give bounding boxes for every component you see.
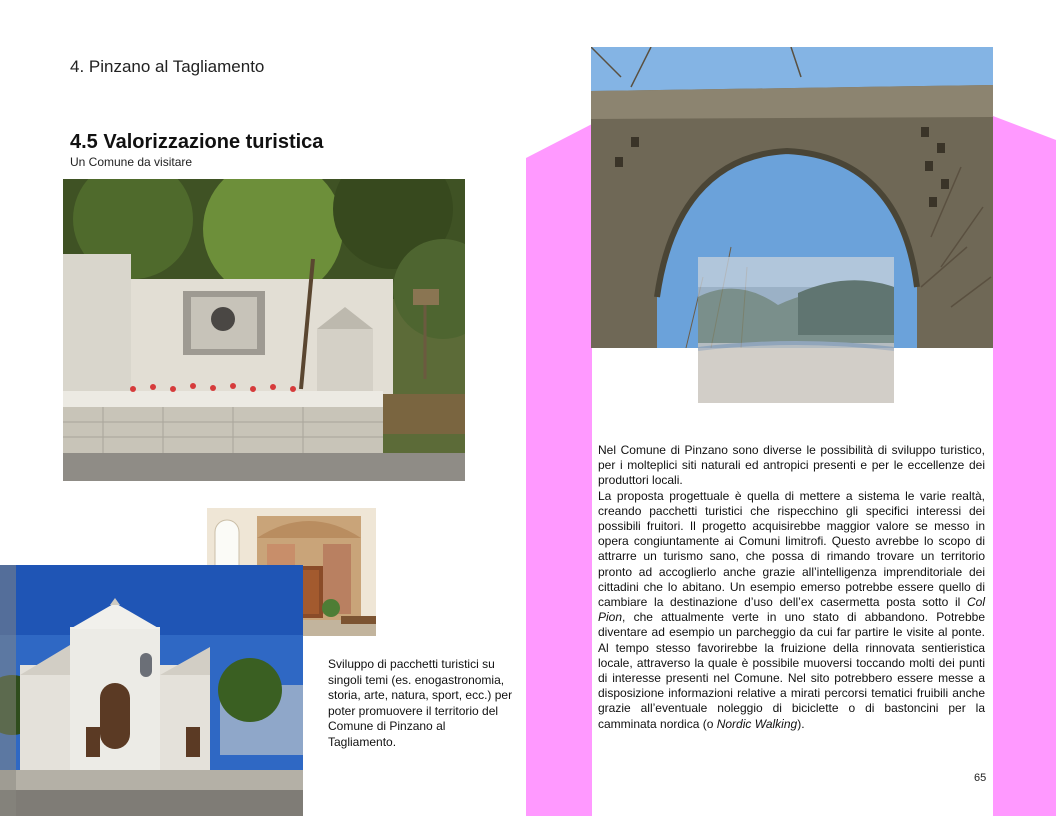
body-paragraph-2-part-b: , che attualmente verte in uno stato di abbandono. Potrebbe diventare ad esempio un parcheggio da cui far partire le visite al ponte. Al tempo stesso favorirebbe la fruizione della rinnovata sentieristica locale, attraverso la quale è possibile muoversi toccando molti dei punti di interesse presenti nel Comune. Nel sito potrebbero essere messe a disposizione informazioni relative a mirati percorsi tematici fruibili anche grazie all’eventuale noleggio di biciclette o di bastoncini per la camminata nordica (o: [598, 610, 985, 731]
page-number: 65: [974, 772, 987, 784]
church-facade-photo: [0, 565, 303, 816]
photo-caption: Sviluppo di pacchetti turistici su singoli temi (es. enogastronomia, storia, arte, natura, sport, ecc.) per poter promuovere il territorio del Comune di Pinzano al Tagliamento.: [328, 657, 513, 749]
body-paragraph-1: Nel Comune di Pinzano sono diverse le possibilità di sviluppo turistico, per i molteplici siti naturali ed antropici presenti e per le eccellenze dei produttori locali.: [598, 443, 985, 488]
body-paragraph-2-part-a: La proposta progettuale è quella di mettere a sistema le varie realtà, creando pacchetti turistici che rispecchino gli specifici interessi dei possibili fruitori. Il progetto acquisirebbe maggior valore se messo in opera congiuntamente ai Comuni limitrofi. Questo avrebbe lo scopo di attrarre un turismo sano, che possa di rimando trovare un territorio pronto ad accoglierlo anche grazie all’intelligenza imprenditoriale dei cittadini che lo abitano. Un esempio emerso potrebbe essere quello di cambiare la destinazione d’uso dell’ex casermetta posta sotto il: [598, 488, 985, 610]
chapter-heading: 4. Pinzano al Tagliamento: [70, 57, 265, 76]
body-paragraph-2: [598, 489, 985, 732]
section-subtitle: Un Comune da visitare: [70, 155, 193, 169]
section-title: 4.5 Valorizzazione turistica: [70, 131, 324, 153]
col-pion-term: Col Pion: [598, 595, 985, 625]
memorial-wall-photo: [63, 179, 465, 481]
body-paragraph-2-part-c: ).: [797, 716, 805, 731]
nordic-walking-term: Nordic Walking: [716, 716, 798, 731]
river-valley-photo: [698, 257, 894, 403]
pink-band-right: [993, 116, 1056, 816]
body-text: [598, 443, 985, 732]
pink-band-left: [526, 124, 592, 816]
